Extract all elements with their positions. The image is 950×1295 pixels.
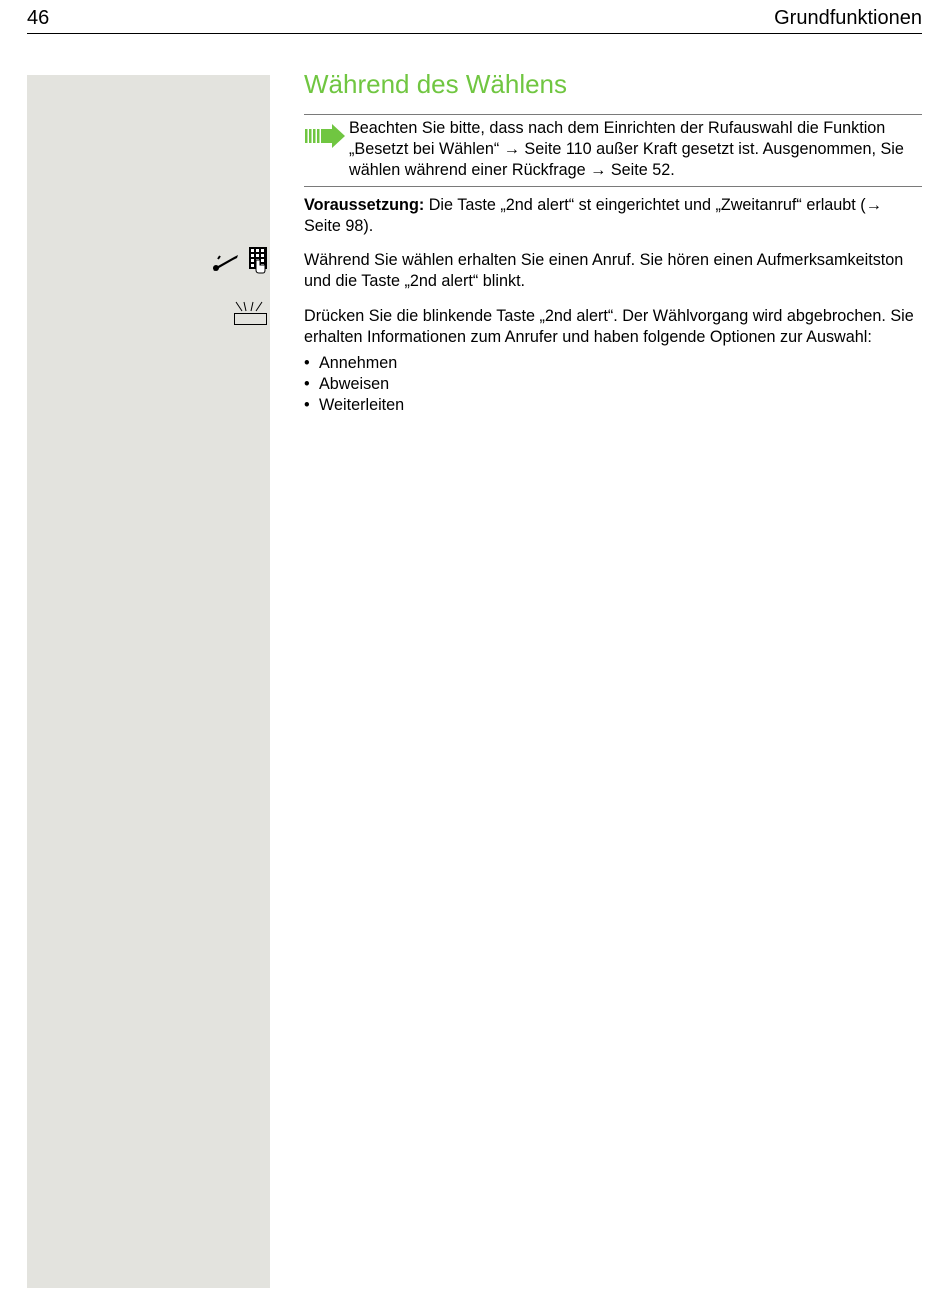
list-item: • Abweisen	[304, 374, 922, 395]
page-number: 46	[27, 7, 50, 29]
prerequisite-label: Voraussetzung:	[304, 196, 425, 214]
prerequisite	[304, 195, 922, 237]
main-content	[304, 68, 922, 416]
keypad-icon	[249, 247, 267, 273]
handset-off-hook-icon	[210, 246, 268, 274]
green-arrow-note-icon	[304, 123, 346, 149]
step-text: Drücken Sie die blinkende Taste „2nd alert“. Der Wählvorgang wird abgebrochen. Sie erhalten Informationen zum Anrufer und haben folgende Optionen zur Auswahl:	[304, 307, 914, 346]
options-list	[304, 353, 922, 416]
step-text: Während Sie wählen erhalten Sie einen Anruf. Sie hören einen Aufmerksamkeitston und die Taste „2nd alert“ blinkt.	[304, 251, 904, 290]
page-header	[27, 6, 922, 34]
prerequisite-text: Die Taste „2nd alert“ st eingerichtet und „Zweitanruf“ erlaubt (→ Seite 98).	[304, 196, 882, 235]
note-text: Beachten Sie bitte, dass nach dem Einrichten der Rufauswahl die Funktion „Besetzt bei Wählen“ → Seite 110 außer Kraft gesetzt ist. Ausgenommen, Sie wählen während einer Rückfrage → Seite 52.	[349, 119, 904, 179]
list-item: • Weiterleiten	[304, 395, 922, 416]
blinking-key-icon	[232, 301, 270, 327]
list-item: • Annehmen	[304, 353, 922, 374]
note-box	[304, 114, 922, 187]
chapter-title: Grundfunktionen	[774, 7, 922, 29]
section-title: Während des Wählens	[304, 69, 568, 99]
